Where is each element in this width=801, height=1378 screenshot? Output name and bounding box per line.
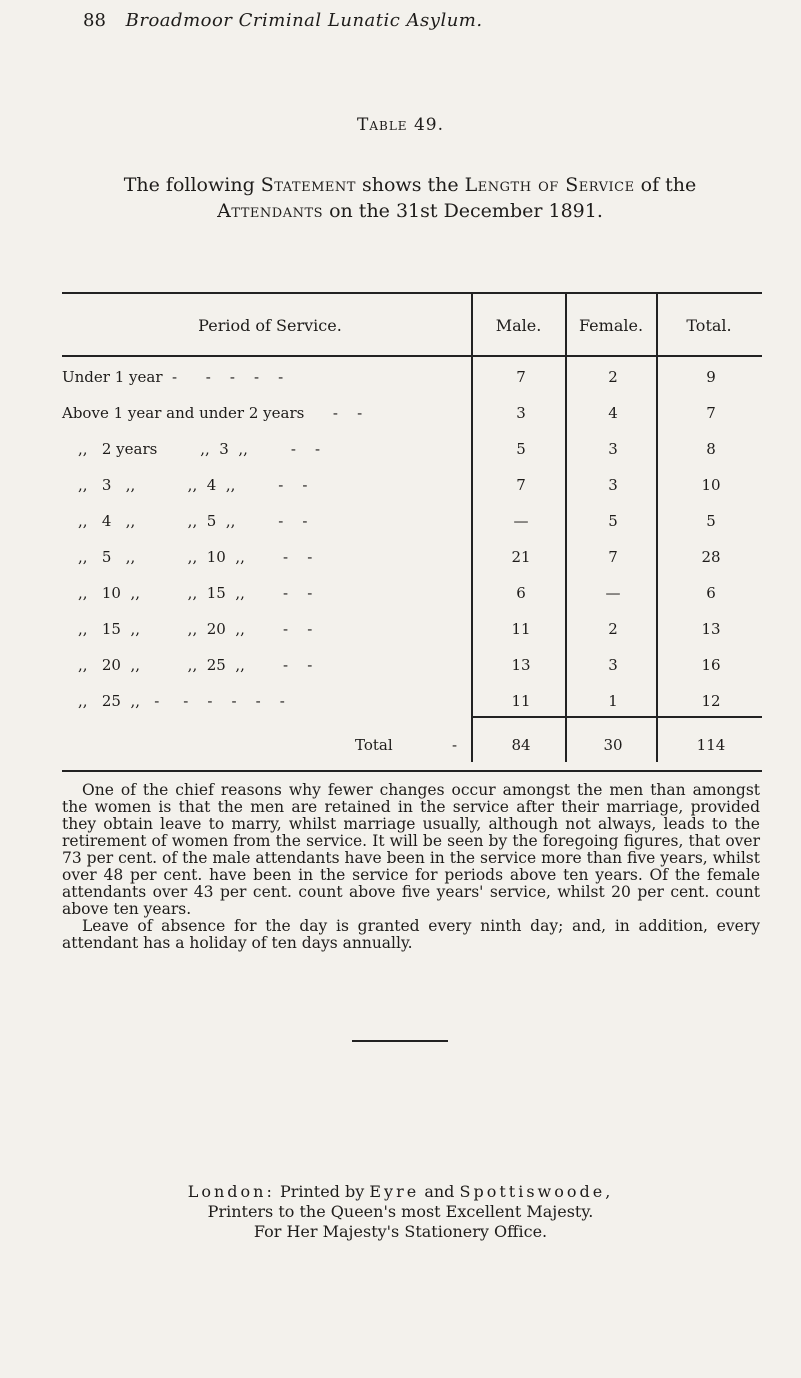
imprint-text: Printed by xyxy=(279,1182,365,1201)
period-label: ,, 25 ,, - - - - - - xyxy=(78,692,285,710)
caption-text: on the 31st December 1891. xyxy=(329,200,603,222)
header-period: Period of Service. xyxy=(198,316,342,335)
total-row xyxy=(0,736,801,760)
table-bottom-rule xyxy=(62,770,762,772)
table-caption xyxy=(60,172,760,224)
period-label: Above 1 year and under 2 years - - xyxy=(62,404,363,422)
caption-text: shows the xyxy=(362,174,459,196)
total-dash: - xyxy=(452,736,458,754)
female-value: 3 xyxy=(608,656,618,674)
paragraph-reasons: One of the chief reasons why fewer changes occur amongst the men than amongst the women is that the men are retained in the service after their marriage, provided they obtain leave to marry, whilst marriage usually, although not always, leads to the retirement of women from the service. It will be seen by the foregoing figures, that over 73 per cent. of the male attendants have been in the service more than five years, whilst over 48 per cent. have been in the service for periods above ten years. Of the female attendants over 43 per cent. count above five years' service, whilst 20 per cent. count above ten years. xyxy=(62,781,760,918)
female-value: — xyxy=(605,584,621,602)
table-row xyxy=(0,512,801,536)
male-value: 21 xyxy=(511,548,531,566)
caption-text: The following xyxy=(123,174,255,196)
table-row xyxy=(0,404,801,428)
male-value: 13 xyxy=(511,656,531,674)
female-value: 7 xyxy=(608,548,618,566)
period-label: ,, 4 ,, ,, 5 ,, - - xyxy=(78,512,308,530)
table-row xyxy=(0,584,801,608)
total-value: 8 xyxy=(706,440,716,458)
female-value: 3 xyxy=(608,476,618,494)
table-row xyxy=(0,620,801,644)
male-value: — xyxy=(513,512,529,530)
period-label: ,, 3 ,, ,, 4 ,, - - xyxy=(78,476,308,494)
total-value: 9 xyxy=(706,368,716,386)
period-label: ,, 15 ,, ,, 20 ,, - - xyxy=(78,620,313,638)
imprint-line-3: For Her Majesty's Stationery Office. xyxy=(253,1222,548,1241)
table-title: Table 49. xyxy=(357,115,444,135)
running-title: Broadmoor Criminal Lunatic Asylum. xyxy=(125,10,483,31)
female-value: 5 xyxy=(608,512,618,530)
total-value: 10 xyxy=(701,476,721,494)
total-rule xyxy=(472,716,762,718)
female-value: 2 xyxy=(608,620,618,638)
total-value: 13 xyxy=(701,620,721,638)
page-number: 88 xyxy=(83,10,106,31)
caption-text: Length of Service xyxy=(464,174,635,196)
male-total: 84 xyxy=(511,736,531,754)
imprint-line-2: Printers to the Queen's most Excellent Majesty. xyxy=(207,1202,594,1221)
female-total: 30 xyxy=(603,736,623,754)
female-value: 2 xyxy=(608,368,618,386)
caption-text: Attendants xyxy=(217,200,324,222)
table-row xyxy=(0,692,801,716)
total-value: 5 xyxy=(706,512,716,530)
table-row xyxy=(0,656,801,680)
period-label: Under 1 year - - - - - xyxy=(62,368,284,386)
grand-total: 114 xyxy=(696,736,726,754)
table-row xyxy=(0,476,801,500)
period-label: ,, 2 years ,, 3 ,, - - xyxy=(78,440,321,458)
male-value: 7 xyxy=(516,368,526,386)
male-value: 11 xyxy=(511,620,531,638)
paragraph-leave: Leave of absence for the day is granted every ninth day; and, in addition, every attendant has a holiday of ten days annually. xyxy=(62,917,760,952)
period-label: ,, 20 ,, ,, 25 ,, - - xyxy=(78,656,313,674)
header-female: Female. xyxy=(578,316,644,335)
header-male: Male. xyxy=(495,316,542,335)
table-row xyxy=(0,548,801,572)
imprint-text: London: xyxy=(187,1182,275,1201)
table-row xyxy=(0,368,801,392)
period-label: ,, 5 ,, ,, 10 ,, - - xyxy=(78,548,313,566)
female-value: 4 xyxy=(608,404,618,422)
male-value: 3 xyxy=(516,404,526,422)
footer-rule xyxy=(352,1040,448,1042)
caption-text: of the xyxy=(640,174,697,196)
table-row xyxy=(0,440,801,464)
male-value: 5 xyxy=(516,440,526,458)
female-value: 1 xyxy=(608,692,618,710)
total-value: 12 xyxy=(701,692,721,710)
caption-text: Statement xyxy=(260,174,356,196)
imprint-text: and xyxy=(424,1182,455,1201)
male-value: 6 xyxy=(516,584,526,602)
total-value: 6 xyxy=(706,584,716,602)
body-text xyxy=(62,782,760,952)
imprint-text: Spottiswoode, xyxy=(459,1182,614,1201)
total-value: 7 xyxy=(706,404,716,422)
total-label: Total xyxy=(355,736,393,754)
printer-imprint xyxy=(0,1182,801,1242)
male-value: 7 xyxy=(516,476,526,494)
total-value: 16 xyxy=(701,656,721,674)
total-value: 28 xyxy=(701,548,721,566)
female-value: 3 xyxy=(608,440,618,458)
header-total: Total. xyxy=(686,316,732,335)
period-label: ,, 10 ,, ,, 15 ,, - - xyxy=(78,584,313,602)
imprint-line-1 xyxy=(0,1182,801,1202)
running-header xyxy=(83,10,483,31)
male-value: 11 xyxy=(511,692,531,710)
imprint-text: Eyre xyxy=(369,1182,420,1201)
